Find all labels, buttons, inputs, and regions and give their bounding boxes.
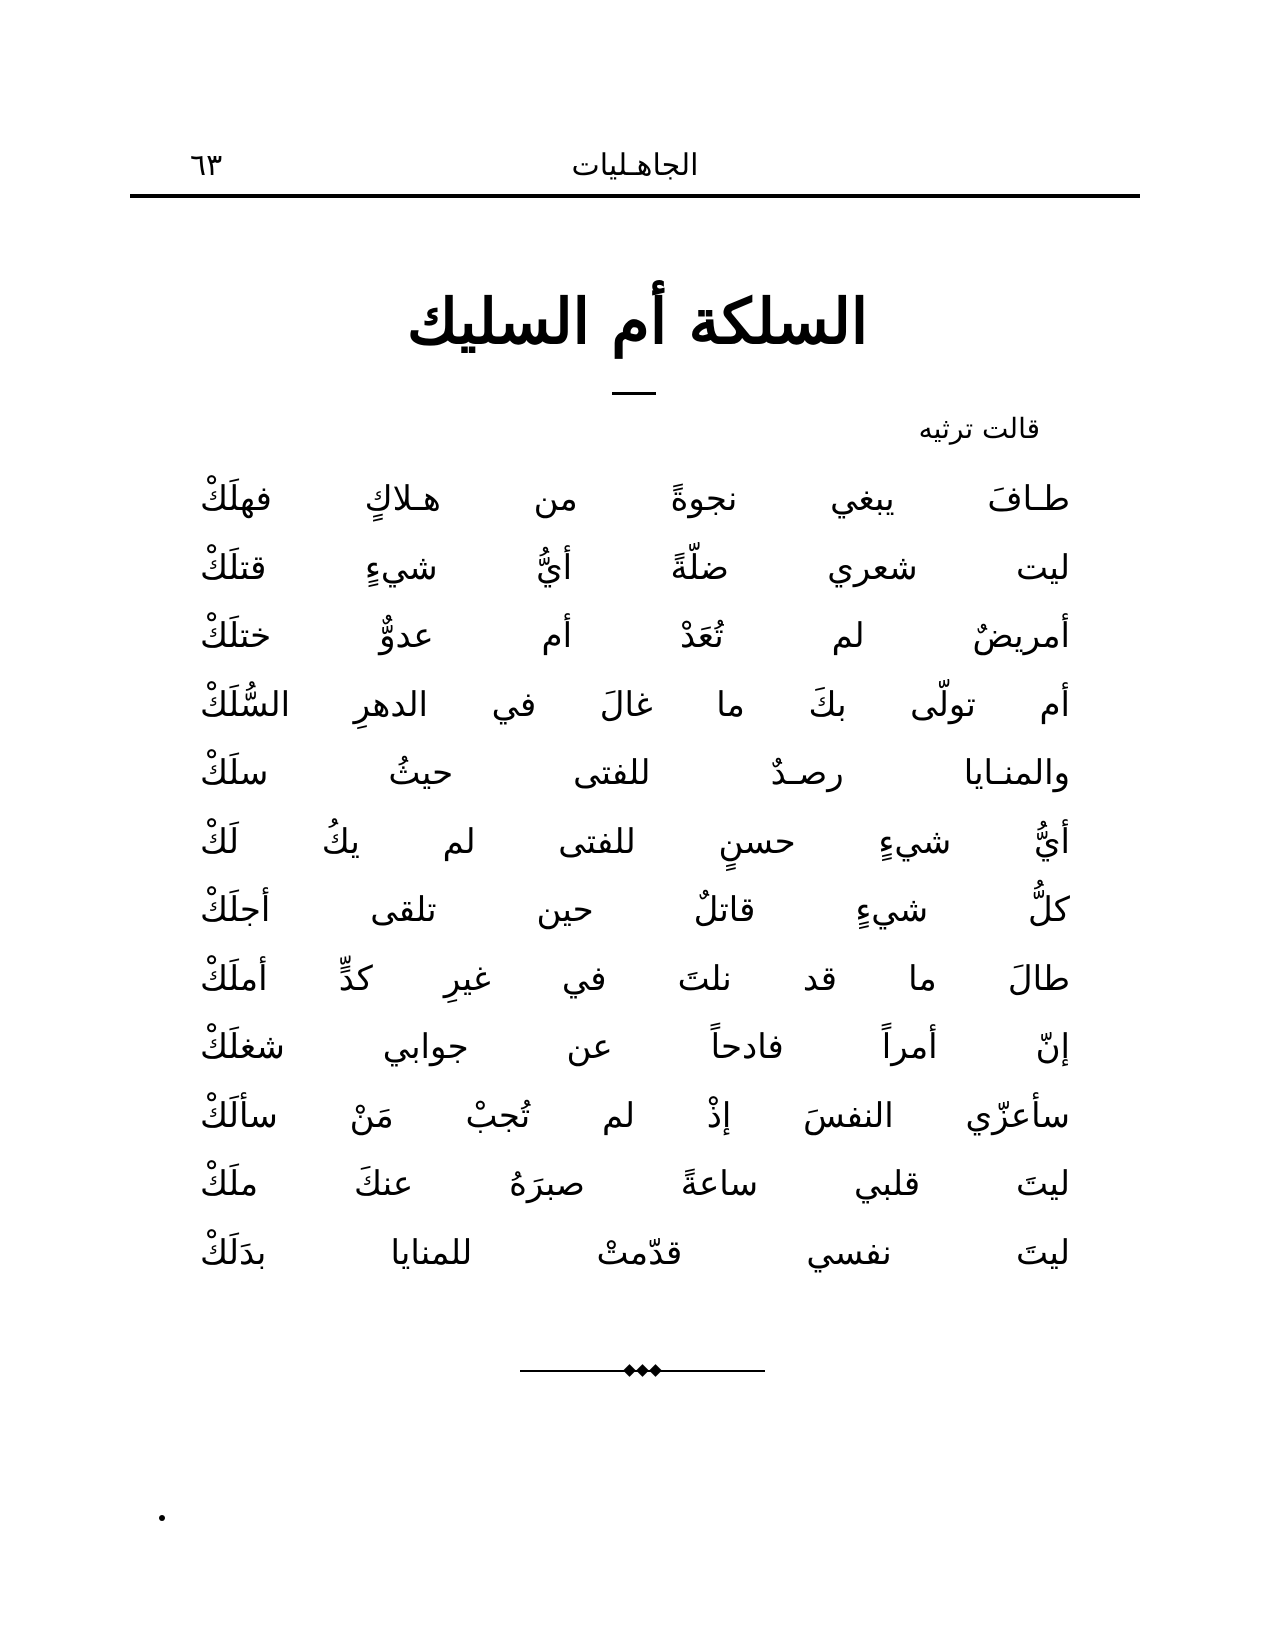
verse-text: ليتَ نفسي قدّمتْ للمنايا بدَلَكْ — [200, 1232, 1070, 1273]
poem-intro: قالت ترثيه — [918, 412, 1040, 445]
verse-line — [200, 1219, 1070, 1288]
verse-line — [200, 1013, 1070, 1082]
verse-text: أيُّ شيءٍ حسنٍ للفتى لم يكُ لَكْ — [200, 821, 1070, 862]
header-rule — [130, 194, 1140, 198]
verse-line — [200, 602, 1070, 671]
verse-text: سأعزّي النفسَ إذْ لم تُجبْ مَنْ سألَكْ — [200, 1095, 1070, 1136]
verse-line — [200, 671, 1070, 740]
end-ornament — [520, 1365, 765, 1377]
verse-text: والمنـايا رصـدٌ للفتى حيثُ سلَكْ — [200, 753, 1070, 794]
verse-text: كلُّ شيءٍ قاتلٌ حين تلقى أجلَكْ — [200, 890, 1070, 931]
running-title: الجاهـليات — [571, 148, 699, 183]
verse-text: ليتَ قلبي ساعةً صبرَهُ عنكَ ملَكْ — [200, 1164, 1070, 1205]
ornament-diamond — [636, 1364, 649, 1377]
verse-line — [200, 534, 1070, 603]
verse-line — [200, 876, 1070, 945]
verse-text: طـافَ يبغي نجوةً من هـلاكٍ فهلَكْ — [200, 479, 1070, 520]
ornament-diamond — [649, 1364, 662, 1377]
poem-title: السلكة أم السليك — [406, 285, 869, 358]
verse-text: طالَ ما قد نلتَ في غيرِ كدٍّ أملَكْ — [200, 958, 1070, 999]
verse-text: إنّ أمراً فادحاً عن جوابي شغلَكْ — [200, 1027, 1070, 1068]
stray-dot — [159, 1515, 165, 1521]
verse-line — [200, 465, 1070, 534]
title-ornament — [612, 392, 656, 395]
page-header — [130, 140, 1140, 190]
verse-text: ليت شعري ضلّةً أيُّ شيءٍ قتلَكْ — [200, 547, 1070, 588]
verse-line — [200, 945, 1070, 1014]
verse-line — [200, 1082, 1070, 1151]
verse-line — [200, 739, 1070, 808]
verse-text: أم تولّى بكَ ما غالَ في الدهرِ السُّلَكْ — [200, 684, 1070, 725]
ornament-diamond — [623, 1364, 636, 1377]
verse-text: أمريضٌ لم تُعَدْ أم عدوٌّ ختلَكْ — [200, 616, 1070, 657]
verse-line — [200, 808, 1070, 877]
page-number: ٦٣ — [190, 148, 223, 183]
poem-verses — [200, 465, 1070, 1287]
verse-line — [200, 1150, 1070, 1219]
